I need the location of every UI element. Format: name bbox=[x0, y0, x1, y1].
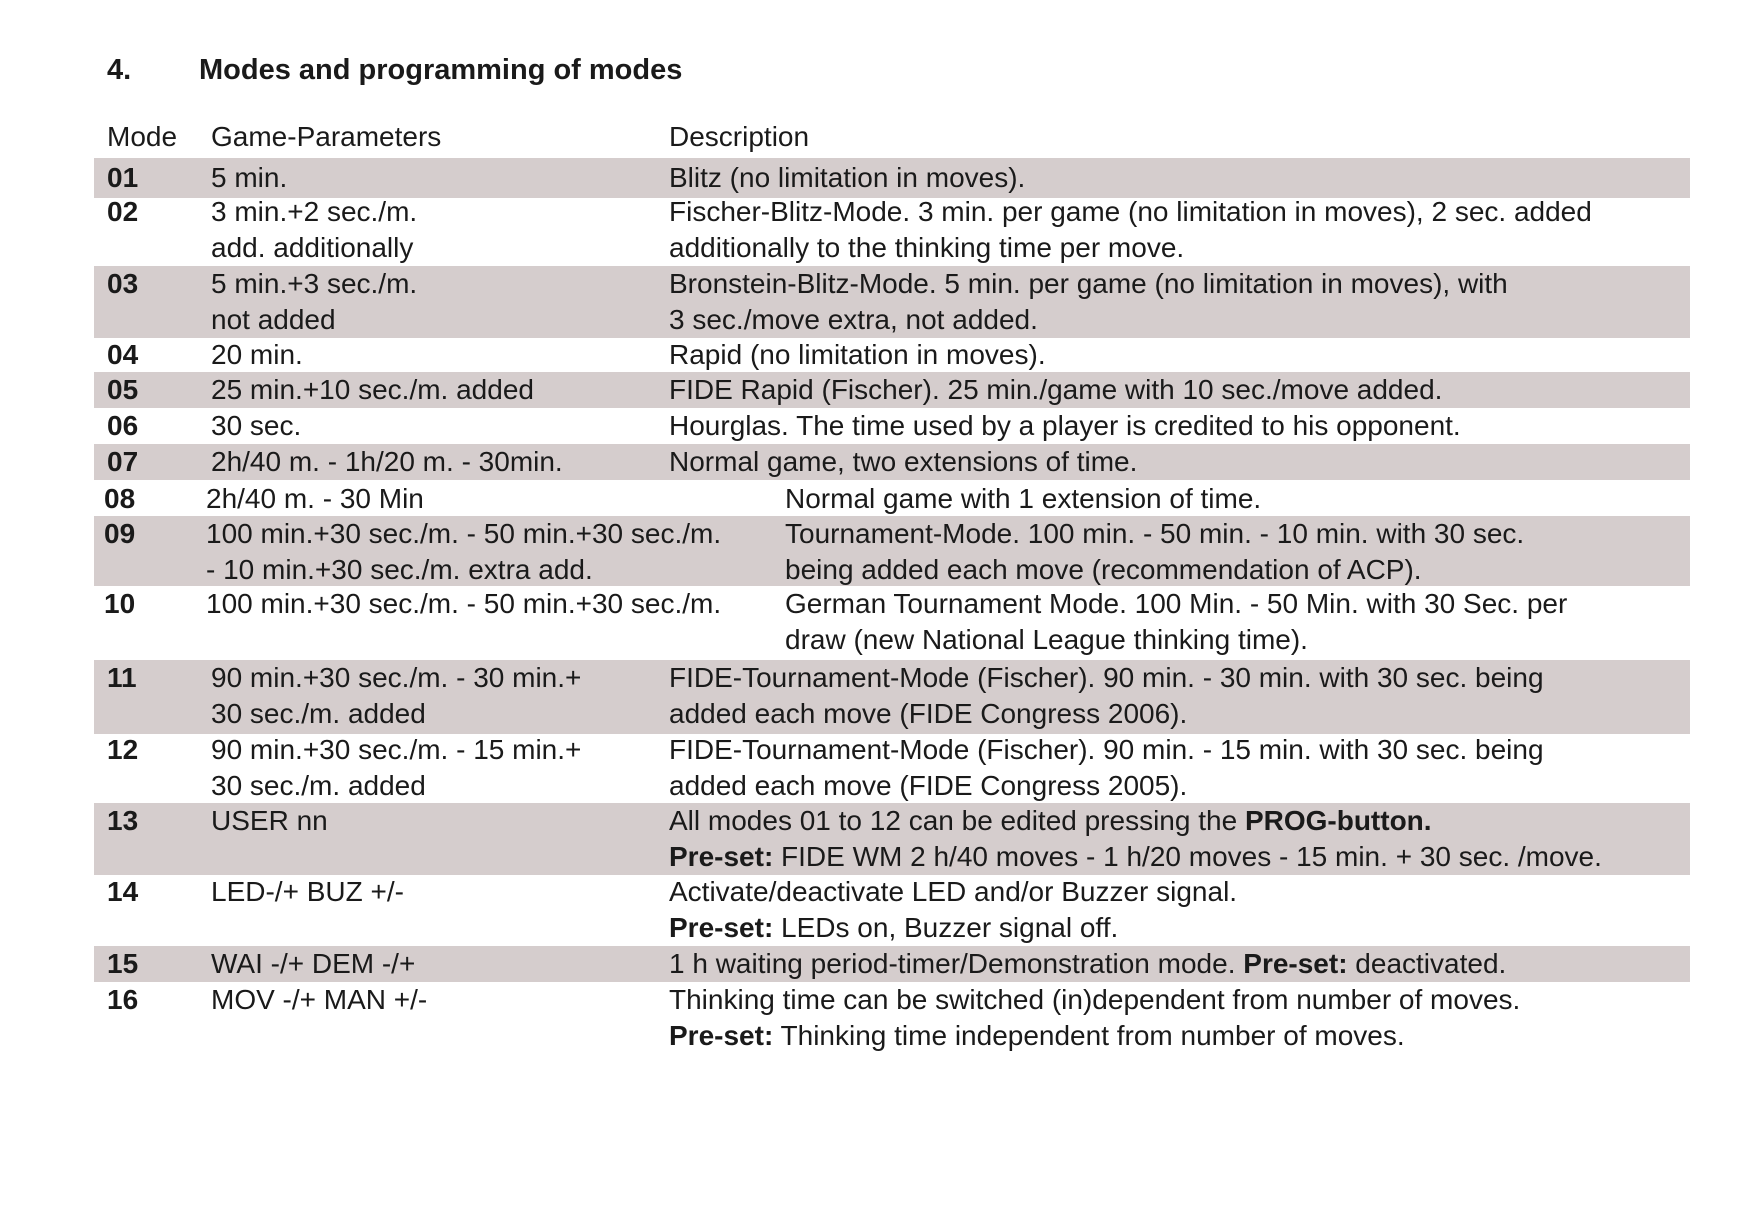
parameter-line: 2h/40 m. - 30 Min bbox=[206, 483, 424, 514]
table-row bbox=[94, 660, 1690, 734]
parameter-line: not added bbox=[211, 304, 336, 335]
table-row bbox=[94, 481, 1690, 517]
table-row bbox=[94, 586, 1690, 664]
description-text: deactivated. bbox=[1347, 948, 1507, 979]
description-line bbox=[669, 803, 1602, 839]
description-line bbox=[669, 302, 1508, 338]
parameter-line: 3 min.+2 sec./m. bbox=[211, 196, 418, 227]
description bbox=[669, 158, 1025, 198]
description-text: Tournament-Mode. 100 min. - 50 min. - 10 min. with 30 sec. bbox=[785, 518, 1525, 549]
table-header bbox=[94, 117, 1690, 157]
parameter-line: USER nn bbox=[211, 805, 328, 836]
game-parameters bbox=[211, 408, 301, 444]
parameter-line: 2h/40 m. - 1h/20 m. - 30min. bbox=[211, 446, 563, 477]
description bbox=[669, 266, 1508, 338]
mode-number: 07 bbox=[107, 446, 139, 477]
description-text: Normal game, two extensions of time. bbox=[669, 446, 1138, 477]
table-row bbox=[94, 874, 1690, 946]
table-row bbox=[94, 158, 1690, 198]
description-text: Rapid (no limitation in moves). bbox=[669, 339, 1046, 370]
parameter-line: - 10 min.+30 sec./m. extra add. bbox=[206, 554, 593, 585]
table-row bbox=[94, 444, 1690, 480]
table-row bbox=[94, 194, 1690, 266]
table-row bbox=[94, 337, 1690, 373]
description-emphasis: Pre-set: bbox=[669, 1020, 774, 1051]
parameter-line: 100 min.+30 sec./m. - 50 min.+30 sec./m. bbox=[206, 588, 722, 619]
description-line bbox=[669, 768, 1544, 804]
description-text: Blitz (no limitation in moves). bbox=[669, 162, 1026, 193]
description-emphasis: PROG-button. bbox=[1244, 805, 1432, 836]
description-text: added each move (FIDE Congress 2005). bbox=[669, 770, 1188, 801]
description-text: FIDE Rapid (Fischer). 25 min./game with 10 sec./move added. bbox=[669, 374, 1443, 405]
description-text: FIDE-Tournament-Mode (Fischer). 90 min. - 15 min. with 30 sec. being bbox=[669, 734, 1544, 765]
game-parameters bbox=[206, 516, 721, 588]
description-line bbox=[669, 660, 1544, 696]
description-line bbox=[785, 622, 1567, 658]
description bbox=[669, 732, 1544, 804]
parameter-line: 90 min.+30 sec./m. - 30 min.+ bbox=[211, 662, 582, 693]
game-parameters bbox=[211, 372, 534, 408]
parameter-line: 25 min.+10 sec./m. added bbox=[211, 374, 534, 405]
parameter-line: 30 sec./m. added bbox=[211, 698, 426, 729]
mode-number: 14 bbox=[107, 876, 139, 907]
table-row bbox=[94, 982, 1690, 1054]
description-text: additionally to the thinking time per move. bbox=[669, 232, 1185, 263]
table-row bbox=[94, 732, 1690, 804]
mode-number: 11 bbox=[107, 662, 137, 693]
game-parameters bbox=[211, 660, 581, 732]
description-line bbox=[785, 516, 1524, 552]
table-row bbox=[94, 266, 1690, 338]
mode-number: 06 bbox=[107, 410, 139, 441]
description-line bbox=[669, 158, 1025, 198]
mode-number: 08 bbox=[104, 483, 136, 514]
section-heading bbox=[107, 52, 682, 88]
description bbox=[669, 408, 1461, 444]
description bbox=[785, 516, 1524, 588]
header-description: Description bbox=[669, 121, 810, 152]
parameter-line: LED-/+ BUZ +/- bbox=[211, 876, 404, 907]
section-number: 4. bbox=[107, 54, 132, 86]
description bbox=[669, 372, 1442, 408]
parameter-line: 5 min.+3 sec./m. bbox=[211, 268, 418, 299]
description-text: FIDE WM 2 h/40 moves - 1 h/20 moves - 15 min. + 30 sec. /move. bbox=[773, 841, 1602, 872]
description-text: Hourglas. The time used by a player is credited to his opponent. bbox=[669, 410, 1461, 441]
description-text: Thinking time independent from number of moves. bbox=[773, 1020, 1405, 1051]
mode-number: 13 bbox=[107, 805, 139, 836]
description-text: 1 h waiting period-timer/Demonstration mode. bbox=[669, 948, 1244, 979]
parameter-line: 30 sec./m. added bbox=[211, 770, 426, 801]
description-line bbox=[669, 1018, 1520, 1054]
description-text: added each move (FIDE Congress 2006). bbox=[669, 698, 1188, 729]
description-line bbox=[669, 444, 1137, 480]
description bbox=[669, 946, 1506, 982]
mode-number: 01 bbox=[107, 162, 139, 193]
description-emphasis: Pre-set: bbox=[669, 841, 774, 872]
table-row bbox=[94, 946, 1690, 982]
description-text: Thinking time can be switched (in)dependent from number of moves. bbox=[669, 984, 1521, 1015]
description bbox=[785, 481, 1261, 517]
description-text: 3 sec./move extra, not added. bbox=[669, 304, 1038, 335]
description-line bbox=[669, 337, 1046, 373]
description bbox=[669, 444, 1137, 480]
description-line bbox=[669, 839, 1602, 875]
header-params: Game-Parameters bbox=[211, 121, 442, 152]
description-line bbox=[669, 696, 1544, 732]
description-text: FIDE-Tournament-Mode (Fischer). 90 min. - 30 min. with 30 sec. being bbox=[669, 662, 1544, 693]
description-line bbox=[669, 732, 1544, 768]
description-line bbox=[669, 266, 1508, 302]
table-row bbox=[94, 408, 1690, 444]
parameter-line: 100 min.+30 sec./m. - 50 min.+30 sec./m. bbox=[206, 518, 722, 549]
description-text: draw (new National League thinking time). bbox=[785, 624, 1308, 655]
mode-number: 12 bbox=[107, 734, 139, 765]
parameter-line: 30 sec. bbox=[211, 410, 302, 441]
parameter-line: 90 min.+30 sec./m. - 15 min.+ bbox=[211, 734, 582, 765]
parameter-line: add. additionally bbox=[211, 232, 414, 263]
mode-number: 16 bbox=[107, 984, 139, 1015]
description-line bbox=[785, 481, 1261, 517]
description-text: Bronstein-Blitz-Mode. 5 min. per game (no limitation in moves), with bbox=[669, 268, 1508, 299]
game-parameters bbox=[211, 194, 417, 266]
description bbox=[669, 982, 1520, 1054]
description-line bbox=[669, 230, 1592, 266]
table-row bbox=[94, 372, 1690, 408]
mode-number: 02 bbox=[107, 196, 139, 227]
description-line bbox=[669, 372, 1442, 408]
description-line bbox=[669, 408, 1461, 444]
parameter-line: MOV -/+ MAN +/- bbox=[211, 984, 428, 1015]
description-line bbox=[669, 982, 1520, 1018]
parameter-line: WAI -/+ DEM -/+ bbox=[211, 948, 416, 979]
game-parameters bbox=[211, 732, 581, 804]
section-title: Modes and programming of modes bbox=[199, 54, 683, 86]
game-parameters bbox=[211, 874, 404, 910]
description-text: Activate/deactivate LED and/or Buzzer signal. bbox=[669, 876, 1238, 907]
description bbox=[669, 660, 1544, 732]
description bbox=[669, 803, 1602, 875]
table-row bbox=[94, 516, 1690, 586]
parameter-line: 5 min. bbox=[211, 162, 288, 193]
mode-number: 05 bbox=[107, 374, 139, 405]
game-parameters bbox=[211, 946, 415, 982]
description-text: Normal game with 1 extension of time. bbox=[785, 483, 1262, 514]
game-parameters bbox=[211, 982, 427, 1018]
mode-number: 10 bbox=[104, 588, 136, 619]
mode-number: 03 bbox=[107, 268, 139, 299]
description-text: German Tournament Mode. 100 Min. - 50 Min. with 30 Sec. per bbox=[785, 588, 1568, 619]
header-mode: Mode bbox=[107, 121, 178, 152]
description-line bbox=[669, 874, 1237, 910]
description-line bbox=[669, 946, 1506, 982]
description-line bbox=[785, 586, 1567, 622]
description bbox=[669, 337, 1046, 373]
mode-number: 09 bbox=[104, 518, 136, 549]
game-parameters bbox=[211, 158, 287, 198]
game-parameters bbox=[211, 803, 328, 839]
description-text: All modes 01 to 12 can be edited pressing the bbox=[669, 805, 1245, 836]
description-line bbox=[785, 552, 1524, 588]
description bbox=[669, 194, 1592, 266]
description-text: Fischer-Blitz-Mode. 3 min. per game (no limitation in moves), 2 sec. added bbox=[669, 196, 1592, 227]
description-emphasis: Pre-set: bbox=[1243, 948, 1348, 979]
game-parameters bbox=[211, 266, 417, 338]
parameter-line: 20 min. bbox=[211, 339, 303, 370]
mode-number: 04 bbox=[107, 339, 139, 370]
game-parameters bbox=[211, 337, 303, 373]
table-row bbox=[94, 803, 1690, 875]
description-line bbox=[669, 910, 1237, 946]
description bbox=[785, 586, 1567, 658]
description-text: being added each move (recommendation of ACP). bbox=[785, 554, 1422, 585]
game-parameters bbox=[206, 481, 424, 517]
description-text: LEDs on, Buzzer signal off. bbox=[773, 912, 1119, 943]
description-line bbox=[669, 194, 1592, 230]
mode-number: 15 bbox=[107, 948, 139, 979]
description bbox=[669, 874, 1237, 946]
description-emphasis: Pre-set: bbox=[669, 912, 774, 943]
game-parameters bbox=[211, 444, 563, 480]
game-parameters bbox=[206, 586, 721, 622]
